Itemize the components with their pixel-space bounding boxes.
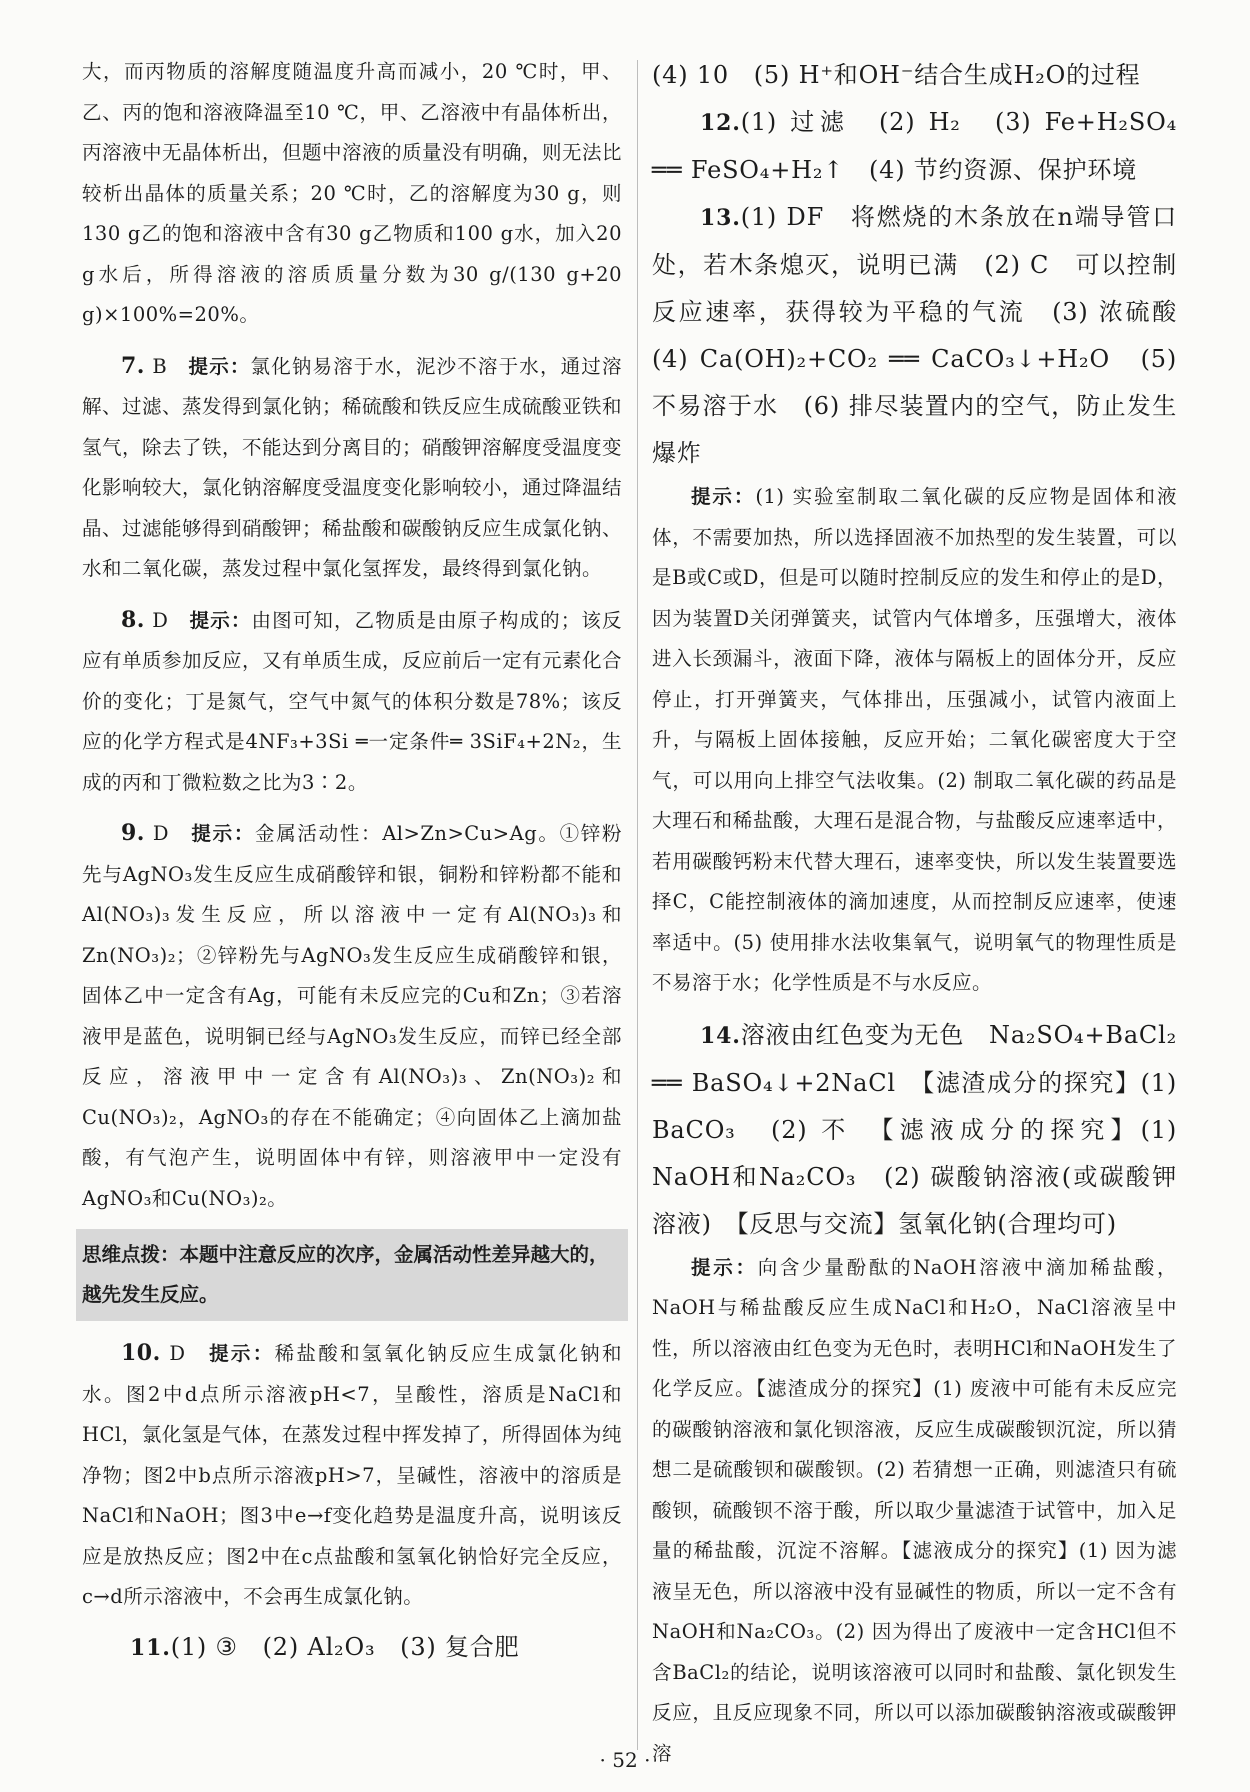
tip-text: 氯化钠易溶于水，泥沙不溶于水，通过溶解、过滤、蒸发得到氯化钠；稀硫酸和铁反应生成硫酸亚铁和氢气，除去了铁，不能达到分离目的；硝酸钾溶解度受温度变化影响较大，氯化钠溶解度受温度变化影响较小，通过降温结晶、过滤能够得到硝酸钾；稀盐酸和碳酸钠反应生成氯化钠、水和二氧化碳，蒸发过程中氯化氢挥发，最终得到氯化钠。 — [82, 354, 623, 580]
answer-q12 — [652, 99, 1177, 194]
answer-text: (1) ③ (2) Al₂O₃ (3) 复合肥 — [170, 1632, 520, 1661]
tip-label: 提示： — [188, 354, 251, 378]
tip-text: (1) 实验室制取二氧化碳的反应物是固体和液体，不需要加热，所以选择固液不加热型的发生装置，可以是B或C或D，但是可以随时控制反应的发生和停止的是D，因为装置D关闭弹簧夹，试管内气体增多，压强增大，液体进入长颈漏斗，液面下降，液体与隔板上的固体分开，反应停止，打开弹簧夹，气体排出，压强减小，试管内液面上升，与隔板上固体接触，反应开始；二氧化碳密度大于空气，可以用向上排空气法收集。(2) 制取二氧化碳的药品是大理石和稀盐酸，大理石是混合物，与盐酸反应速率适中，若用碳酸钙粉末代替大理石，速率变快，所以发生装置要选择C，C能控制液体的滴加速度，从而控制反应速率，使速率适中。(5) 使用排水法收集氧气，说明氧气的物理性质是不易溶于水；化学性质是不与水反应。 — [652, 485, 1177, 994]
tip-text: 向含少量酚酞的NaOH溶液中滴加稀盐酸，NaOH与稀盐酸反应生成NaCl和H₂O，NaCl溶液呈中性，所以溶液由红色变为无色时，表明HCl和NaOH发生了化学反应。【滤渣成分的探究】(1) 废液中可能有未反应完的碳酸钠溶液和氯化钡溶液，反应生成碳酸钡沉淀，所以猜想二是硫酸钡和碳酸钡。(2) 若猜想一正确，则滤渣只有硫酸钡，硫酸钡不溶于酸，所以取少量滤渣于试管中，加入足量的稀盐酸，沉淀不溶解。【滤液成分的探究】(1) 因为滤液呈无色，所以溶液中没有显碱性的物质，所以一定不含有NaOH和Na₂CO₃。(2) 因为得出了废液中一定含HCl但不含BaCl₂的结论，说明该溶液可以同时和盐酸、氯化钡发生反应，且反应现象不同，所以可以添加碳酸钠溶液或碳酸钾溶 — [652, 1255, 1177, 1765]
answer-letter: D — [169, 1342, 186, 1365]
question-number: 10. — [121, 1340, 161, 1366]
answer-letter: D — [152, 608, 169, 632]
answer-q13 — [652, 194, 1202, 477]
tip-text: 由图可知，乙物质是由原子构成的；该反应有单质参加反应，又有单质生成，反应前后一定有元素化合价的变化；丁是氮气，空气中氮气的体积分数是78%；该反应的化学方程式是4NF₃+3Si ═一定条件═ 3SiF₄+2N₂，生成的丙和丁微粒数之比为3∶2。 — [82, 608, 623, 794]
tip-q14 — [652, 1248, 1177, 1775]
answer-q11-continuation: (4) 10 (5) H⁺和OH⁻结合生成H₂O的过程 — [652, 61, 1141, 89]
tip-q13 — [652, 477, 1177, 1004]
tip-label: 提示： — [209, 1342, 275, 1365]
question-number: 7. — [121, 352, 145, 379]
answer-text: (1) DF 将燃烧的木条放在n端导管口处，若木条熄灭，说明已满 (2) C 可以控制反应速率，获得较为平稳的气流 (3) 浓硫酸 (4) Ca(OH)₂+CO₂ ══ CaCO₃↓+H₂O (5) 不易溶于水 (6) 排尽装置内的空气，防止发生爆炸 — [652, 203, 1202, 467]
question-number: 13. — [700, 205, 741, 231]
question-number: 12. — [700, 110, 741, 136]
tip-label: 提示： — [691, 485, 756, 508]
question-number: 8. — [121, 606, 145, 633]
answer-letter: D — [152, 822, 170, 845]
answer-text: 溶液由红色变为无色 Na₂SO₄+BaCl₂ ══ BaSO₄↓+2NaCl 【滤渣成分的探究】(1) BaCO₃ (2) 不 【滤液成分的探究】(1) NaOH和Na₂CO₃ (2) 碳酸钠溶液(或碳酸钾溶液) 【反思与交流】氢氧化钠(合理均可) — [652, 1020, 1177, 1238]
column-divider — [637, 60, 638, 1750]
right-column — [652, 52, 1202, 1774]
answer-q9 — [82, 813, 622, 1219]
thinking-hint-box: 思维点拨：本题中注意反应的次序，金属活动性差异越大的，越先发生反应。 — [76, 1229, 628, 1321]
answer-text: (1) 过滤 (2) H₂ (3) Fe+H₂SO₄ ══ FeSO₄+H₂↑ (4) 节约资源、保护环境 — [652, 108, 1177, 184]
answer-q8 — [82, 600, 622, 804]
answer-q14 — [652, 1012, 1177, 1248]
tip-label: 提示： — [189, 608, 252, 632]
answer-letter: B — [152, 354, 168, 378]
tip-label: 提示： — [191, 822, 256, 845]
answer-q10 — [82, 1333, 622, 1618]
question-number: 14. — [700, 1022, 741, 1049]
tip-label: 提示： — [691, 1255, 758, 1279]
question-number: 9. — [121, 820, 145, 846]
page-number: · 52 · — [599, 1748, 651, 1772]
question-number: 11. — [130, 1634, 171, 1661]
tip-text: 稀盐酸和氢氧化钠反应生成氯化钠和水。图2中d点所示溶液pH<7，呈酸性，溶质是NaCl和HCl，氯化氢是气体，在蒸发过程中挥发掉了，所得固体为纯净物；图2中b点所示溶液pH>7，呈碱性，溶液中的溶质是NaCl和NaOH；图3中e→f变化趋势是温度升高，说明该反应是放热反应；图2中在c点盐酸和氢氧化钠恰好完全反应，c→d所示溶液中，不会再生成氯化钠。 — [82, 1342, 622, 1608]
answer-q7 — [82, 346, 622, 590]
tip-text: 金属活动性：Al>Zn>Cu>Ag。①锌粉先与AgNO₃发生反应生成硝酸锌和银，铜粉和锌粉都不能和Al(NO₃)₃发生反应，所以溶液中一定有Al(NO₃)₃和Zn(NO₃)₂；②锌粉先与AgNO₃发生反应生成硝酸锌和银，固体乙中一定含有Ag，可能有未反应完的Cu和Zn；③若溶液甲是蓝色，说明铜已经与AgNO₃发生反应，而锌已经全部反应，溶液甲中一定含有Al(NO₃)₃、Zn(NO₃)₂和Cu(NO₃)₂，AgNO₃的存在不能确定；④向固体乙上滴加盐酸，有气泡产生，说明固体中有锌，则溶液甲中一定没有AgNO₃和Cu(NO₃)₂。 — [82, 822, 622, 1210]
paragraph-q6-continuation: 大，而丙物质的溶解度随温度升高而减小，20 ℃时，甲、乙、丙的饱和溶液降温至10 ℃，甲、乙溶液中有晶体析出，丙溶液中无晶体析出，但题中溶液的质量没有明确，则无法比较析出晶体的质量关系；20 ℃时，乙的溶解度为30 g，则130 g乙的饱和溶液中含有30 g乙物质和100 g水，加入20 g水后，所得溶液的溶质质量分数为30 g/(130 g+20 g)×100%=20%。 — [82, 60, 623, 326]
answer-q11 — [82, 1624, 622, 1672]
left-column — [82, 52, 622, 1672]
